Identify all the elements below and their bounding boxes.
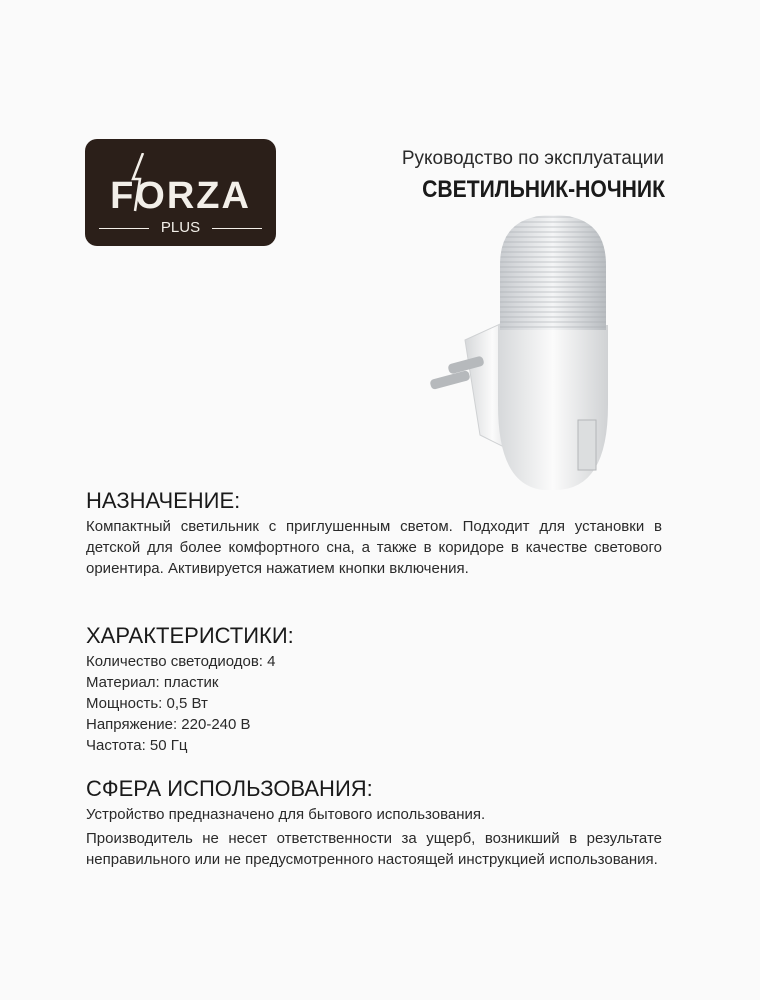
specs-heading: ХАРАКТЕРИСТИКИ: bbox=[86, 623, 294, 648]
manual-subtitle: Руководство по эксплуатации bbox=[401, 148, 664, 169]
specs-section bbox=[86, 623, 662, 756]
usage-heading: СФЕРА ИСПОЛЬЗОВАНИЯ: bbox=[86, 776, 373, 801]
usage-section bbox=[86, 776, 662, 870]
spec-item: Частота: 50 Гц bbox=[86, 737, 188, 754]
product-title: СВЕТИЛЬНИК-НОЧНИК bbox=[422, 176, 665, 203]
spec-item: Напряжение: 220-240 В bbox=[86, 716, 251, 733]
logo-divider bbox=[212, 228, 262, 229]
logo-sub: PLUS bbox=[160, 219, 201, 236]
usage-text-2: Производитель не несет ответственности за ущерб, возникший в результате неправильного или не предусмотренного настоящей инструкцией использования. bbox=[86, 830, 662, 868]
usage-text-1: Устройство предназначено для бытового использования. bbox=[86, 806, 486, 823]
forza-plus-logo bbox=[85, 139, 276, 246]
night-light-image bbox=[410, 205, 620, 495]
spec-item: Мощность: 0,5 Вт bbox=[86, 695, 208, 712]
spec-item: Количество светодиодов: 4 bbox=[86, 653, 276, 670]
logo-brand: FORZA bbox=[110, 175, 251, 217]
spec-item: Материал: пластик bbox=[86, 674, 219, 691]
purpose-heading: НАЗНАЧЕНИЕ: bbox=[86, 488, 241, 513]
purpose-text: Компактный светильник с приглушенным светом. Подходит для установки в детской для более комфортного сна, а также в коридоре в качестве светового ориентира. Активируется нажатием кнопки включения. bbox=[86, 518, 662, 577]
purpose-section bbox=[86, 488, 662, 579]
